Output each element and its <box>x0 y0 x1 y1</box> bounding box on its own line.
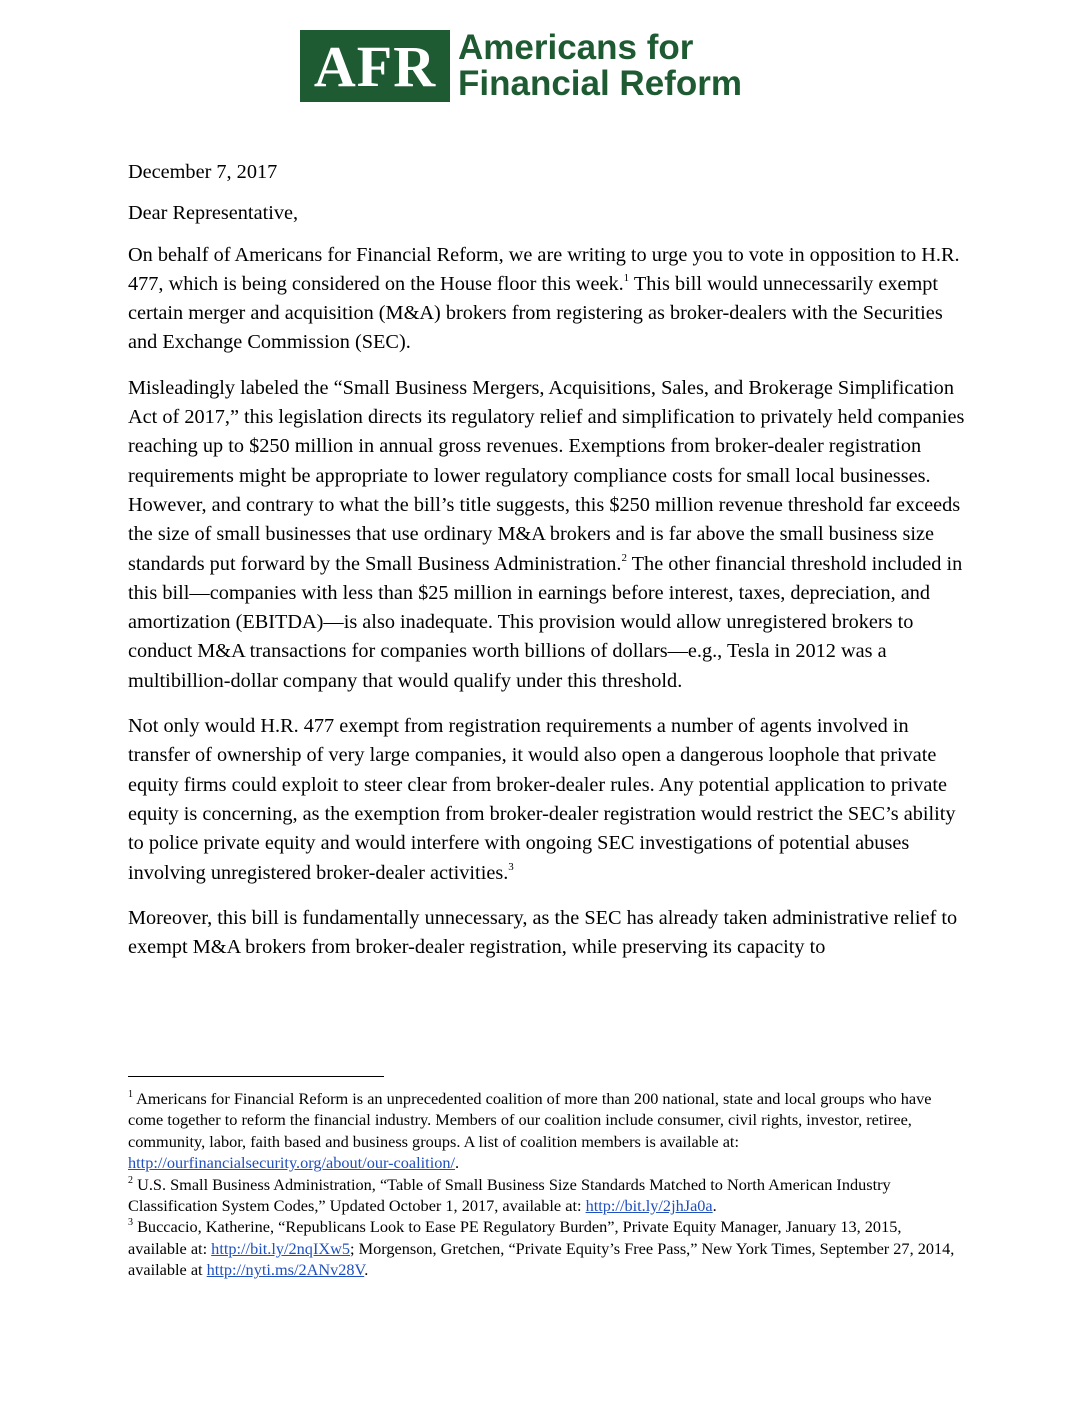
footnote-ref-1: 1 <box>623 271 630 284</box>
afr-logo <box>300 30 742 102</box>
footnote-2-number: 2 <box>128 1174 133 1186</box>
footnote-3-link-2[interactable]: http://nyti.ms/2ANv28V <box>206 1260 365 1280</box>
footnote-2-end: . <box>712 1196 717 1216</box>
paragraph-2 <box>128 374 966 696</box>
paragraph-2-text-a: Misleadingly labeled the “Small Business Mergers, Acquisitions, Sales, and Brokerage Simplification Act of 2017,” this legislation directs its regulatory relief and simplification to privately held companies reaching up to $250 million in annual gross revenues. Exemptions from broker-dealer registration requirements might be appropriate to lower regulatory compliance costs for small local businesses. However, and contrary to what the bill’s title suggests, this $250 million revenue threshold far exceeds the size of small businesses that use ordinary M&A brokers and is far above the small business size standards put forward by the Small Business Administration. <box>128 376 965 575</box>
footnote-3-text: Buccacio, Katherine, “Republicans Look to Ease PE Regulatory Burden”, Private Equity Manager, January 13, 2015, available at: <box>128 1217 902 1258</box>
footnote-1-text: Americans for Financial Reform is an unprecedented coalition of more than 200 national, state and local groups who have come together to reform the financial industry. Members of our coalition include consumer, civil rights, investor, retiree, community, labor, faith based and business groups. A list of coalition members is available at: <box>128 1089 932 1151</box>
paragraph-3-text: Not only would H.R. 477 exempt from registration requirements a number of agents involved in transfer of ownership of very large companies, it would also open a dangerous loophole that private equity firms could exploit to steer clear from broker-dealer rules. Any potential application to private equity is concerning, as the exemption from broker-dealer registration would restrict the SEC’s ability to police private equity and would interfere with ongoing SEC investigations of potential abuses involving unregistered broker-dealer activities. <box>128 715 956 884</box>
footnote-3 <box>128 1216 960 1280</box>
paragraph-4: Moreover, this bill is fundamentally unnecessary, as the SEC has already taken administrative relief to exempt M&A brokers from broker-dealer registration, while preserving its capacity to <box>128 906 958 959</box>
letter-date: December 7, 2017 <box>128 161 278 183</box>
logo-wordmark <box>458 30 742 102</box>
footnote-2-text: U.S. Small Business Administration, “Table of Small Business Size Standards Matched to North American Industry Classification System Codes,” Updated October 1, 2017, available at: <box>128 1174 891 1216</box>
logo-abbreviation: AFR <box>300 30 450 102</box>
letter-salutation: Dear Representative, <box>128 202 299 225</box>
footnote-separator <box>128 1076 384 1077</box>
footnote-ref-2: 2 <box>621 551 627 564</box>
logo-line-1: Americans for <box>458 28 694 67</box>
footnote-1 <box>128 1088 960 1174</box>
footnote-ref-3: 3 <box>508 860 514 873</box>
paragraph-1-text-a: On behalf of Americans for Financial Reform, we are writing to urge you to vote in opposition to H.R. 477, which is being considered on the House floor this week. <box>128 243 960 295</box>
footnote-3-number: 3 <box>128 1217 133 1229</box>
footnote-3-link-1[interactable]: http://bit.ly/2nqIXw5 <box>211 1238 351 1258</box>
paragraph-1-text-b: This bill would unnecessarily exempt certain merger and acquisition (M&A) brokers from registering as broker-dealers with the Securities and Exchange Commission (SEC). <box>128 272 943 354</box>
paragraph-1 <box>128 241 966 358</box>
footnote-3-middle: ; Morgenson, Gretchen, “Private Equity’s Free Pass,” New York Times, September 27, 2014, available at <box>128 1238 955 1280</box>
footnote-2-link[interactable]: http://bit.ly/2jhJa0a <box>585 1196 713 1216</box>
logo-line-2: Financial Reform <box>458 64 742 103</box>
footnote-1-number: 1 <box>128 1089 133 1100</box>
footnotes <box>128 1088 960 1281</box>
letter-body <box>128 158 966 978</box>
footnote-3-end: . <box>364 1260 369 1280</box>
footnote-1-end: . <box>455 1153 460 1173</box>
footnote-2 <box>128 1174 960 1217</box>
footnote-1-link[interactable]: http://ourfinancialsecurity.org/about/our-coalition/ <box>128 1153 456 1173</box>
paragraph-2-text-b: The other financial threshold included in this bill—companies with less than $25 million in earnings before interest, taxes, depreciation, and amortization (EBITDA)—is also inadequate. This provision would allow unregistered brokers to conduct M&A transactions for companies worth billions of dollars—e.g., Tesla in 2012 was a multibillion-dollar company that would qualify under this threshold. <box>128 552 963 692</box>
paragraph-3 <box>128 712 966 888</box>
